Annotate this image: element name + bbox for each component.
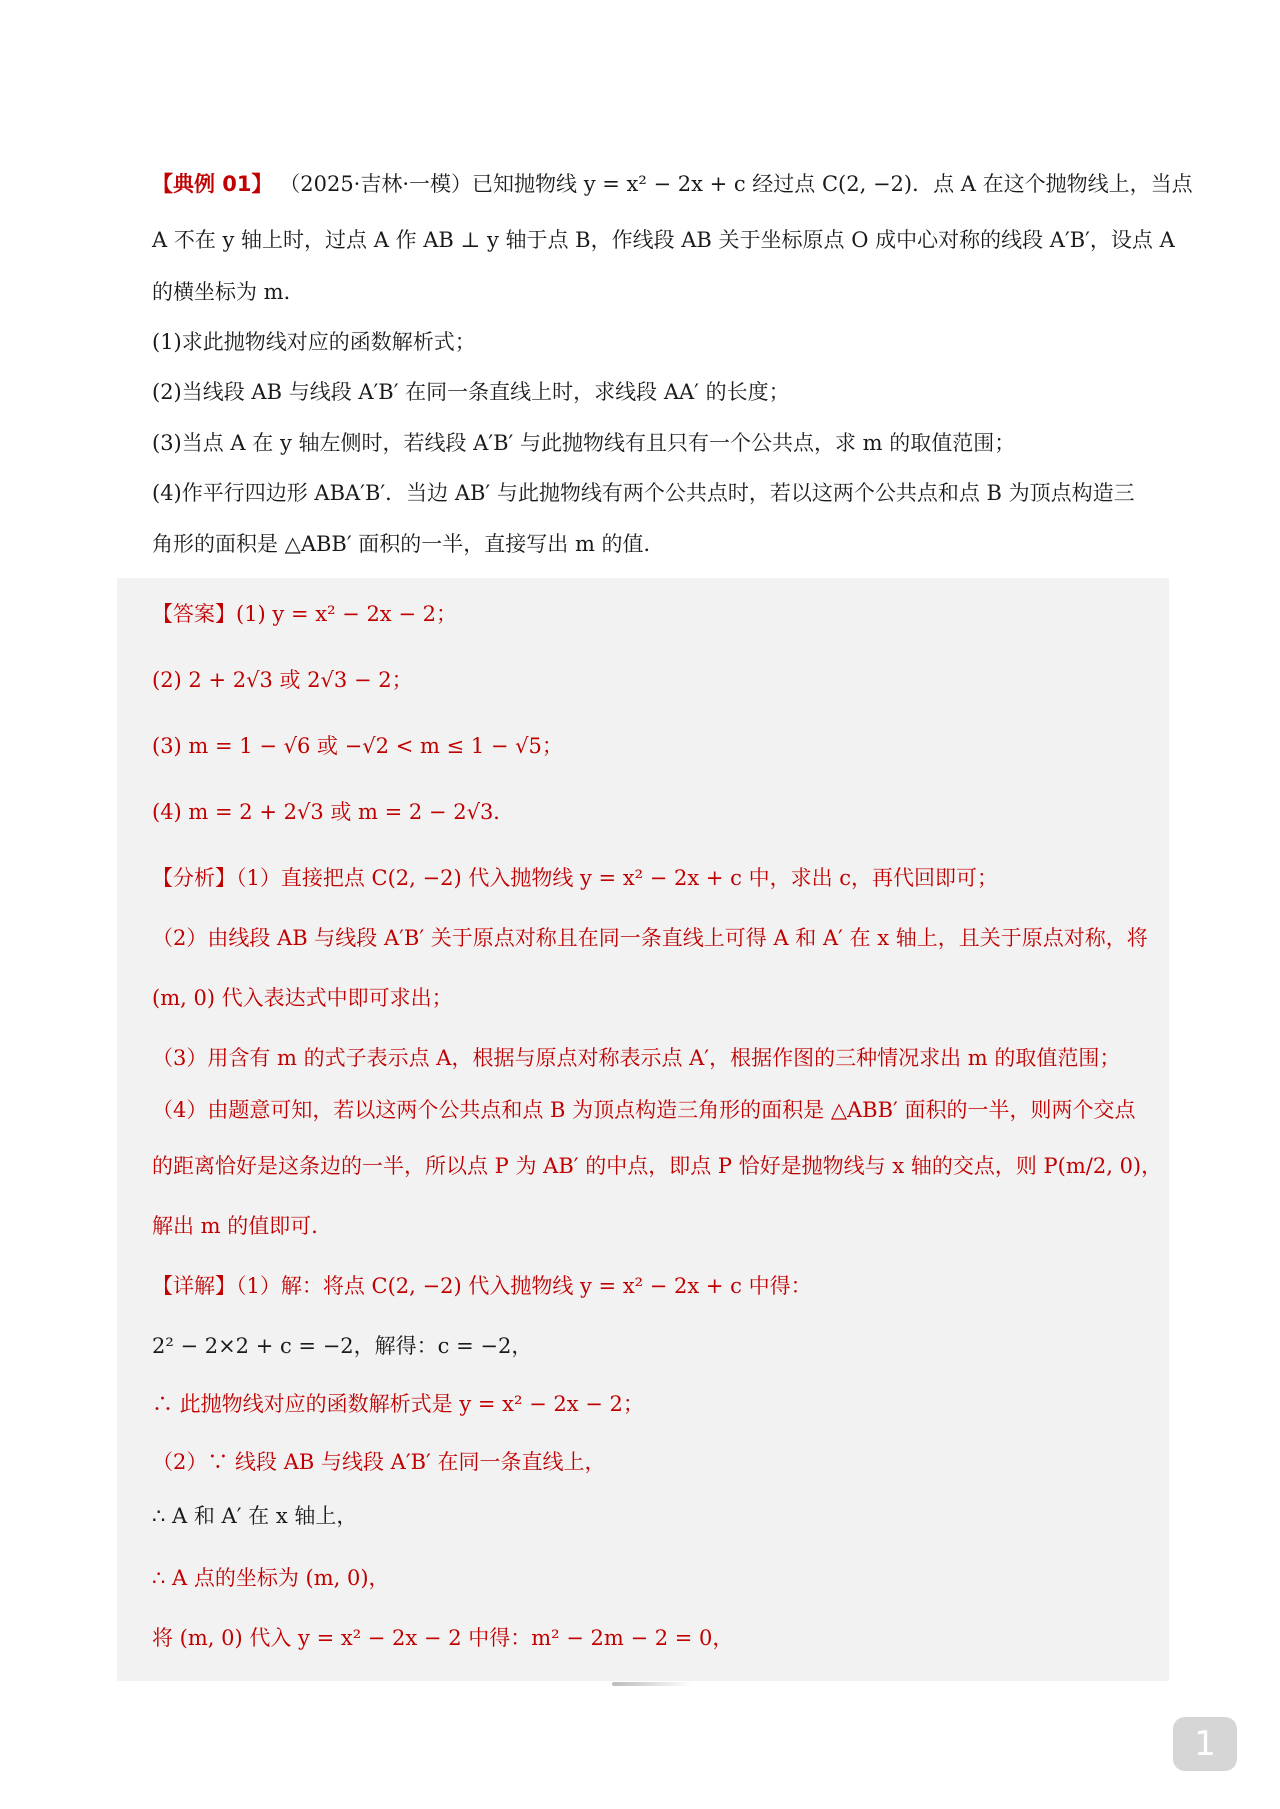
analysis-4: （4）由题意可知，若以这两个公共点和点 B 为顶点构造三角形的面积是 △ABB′ 面积的一半，则两个交点: [152, 1098, 1136, 1122]
answer-2: (2) 2 + 2√3 或 2√3 − 2；: [152, 668, 413, 692]
detail-1: 【详解】（1）解：将点 C(2, −2) 代入抛物线 y = x² − 2x + c 中得：: [152, 1274, 812, 1298]
question-line: 【典例 01】 （2025·吉林·一模）已知抛物线 y = x² − 2x + c 经过点 C(2, −2)．点 A 在这个抛物线上，当点: [152, 172, 1193, 196]
answer-3: (3) m = 1 − √6 或 −√2 < m ≤ 1 − √5；: [152, 734, 563, 758]
analysis-4-cont: 的距离恰好是这条边的一半，所以点 P 为 AB′ 的中点，即点 P 恰好是抛物线与 x 轴的交点，则 P(m/2, 0)，: [152, 1154, 1163, 1178]
question-part-3: (3)当点 A 在 y 轴左侧时，若线段 A′B′ 与此抛物线有且只有一个公共点，求 m 的取值范围；: [152, 431, 1016, 455]
scroll-indicator: [612, 1682, 692, 1686]
question-line: 的横坐标为 m．: [152, 280, 305, 304]
question-part-1: (1)求此抛物线对应的函数解析式；: [152, 330, 476, 354]
page-number-badge[interactable]: 1: [1173, 1717, 1237, 1771]
analysis-2: （2）由线段 AB 与线段 A′B′ 关于原点对称且在同一条直线上可得 A 和 A′ 在 x 轴上，且关于原点对称，将: [152, 926, 1148, 950]
question-part-4: (4)作平行四边形 ABA′B′．当边 AB′ 与此抛物线有两个公共点时，若以这两个公共点和点 B 为顶点构造三: [152, 481, 1135, 505]
detail-2-sub: 将 (m, 0) 代入 y = x² − 2x − 2 中得：m² − 2m − 2 = 0，: [152, 1626, 734, 1650]
analysis-3: （3）用含有 m 的式子表示点 A，根据与原点对称表示点 A′，根据作图的三种情况求出 m 的取值范围；: [152, 1046, 1121, 1070]
detail-1-result: ∴ 此抛物线对应的函数解析式是 y = x² − 2x − 2；: [152, 1392, 644, 1416]
question-line: 角形的面积是 △ABB′ 面积的一半，直接写出 m 的值．: [152, 532, 665, 556]
question-line: A 不在 y 轴上时，过点 A 作 AB ⊥ y 轴于点 B，作线段 AB 关于坐标原点 O 成中心对称的线段 A′B′，设点 A: [152, 228, 1175, 252]
analysis-2-cont: (m, 0) 代入表达式中即可求出；: [152, 986, 453, 1010]
question-part-2: (2)当线段 AB 与线段 A′B′ 在同一条直线上时，求线段 AA′ 的长度；: [152, 380, 790, 404]
detail-2: （2）∵ 线段 AB 与线段 A′B′ 在同一条直线上，: [152, 1450, 606, 1474]
answer-panel: [117, 578, 1169, 1681]
analysis-4-end: 解出 m 的值即可．: [152, 1214, 333, 1238]
answer-1: 【答案】(1) y = x² − 2x − 2；: [152, 602, 457, 626]
answer-4: (4) m = 2 + 2√3 或 m = 2 − 2√3．: [152, 800, 515, 824]
detail-2-step: ∴ A 和 A′ 在 x 轴上，: [152, 1504, 358, 1528]
detail-1-step: 2² − 2×2 + c = −2，解得：c = −2，: [152, 1334, 533, 1358]
example-tag: 【典例 01】: [152, 172, 273, 196]
detail-2-coord: ∴ A 点的坐标为 (m, 0)，: [152, 1566, 390, 1590]
analysis-1: 【分析】（1）直接把点 C(2, −2) 代入抛物线 y = x² − 2x + c 中，求出 c，再代回即可；: [152, 866, 999, 890]
